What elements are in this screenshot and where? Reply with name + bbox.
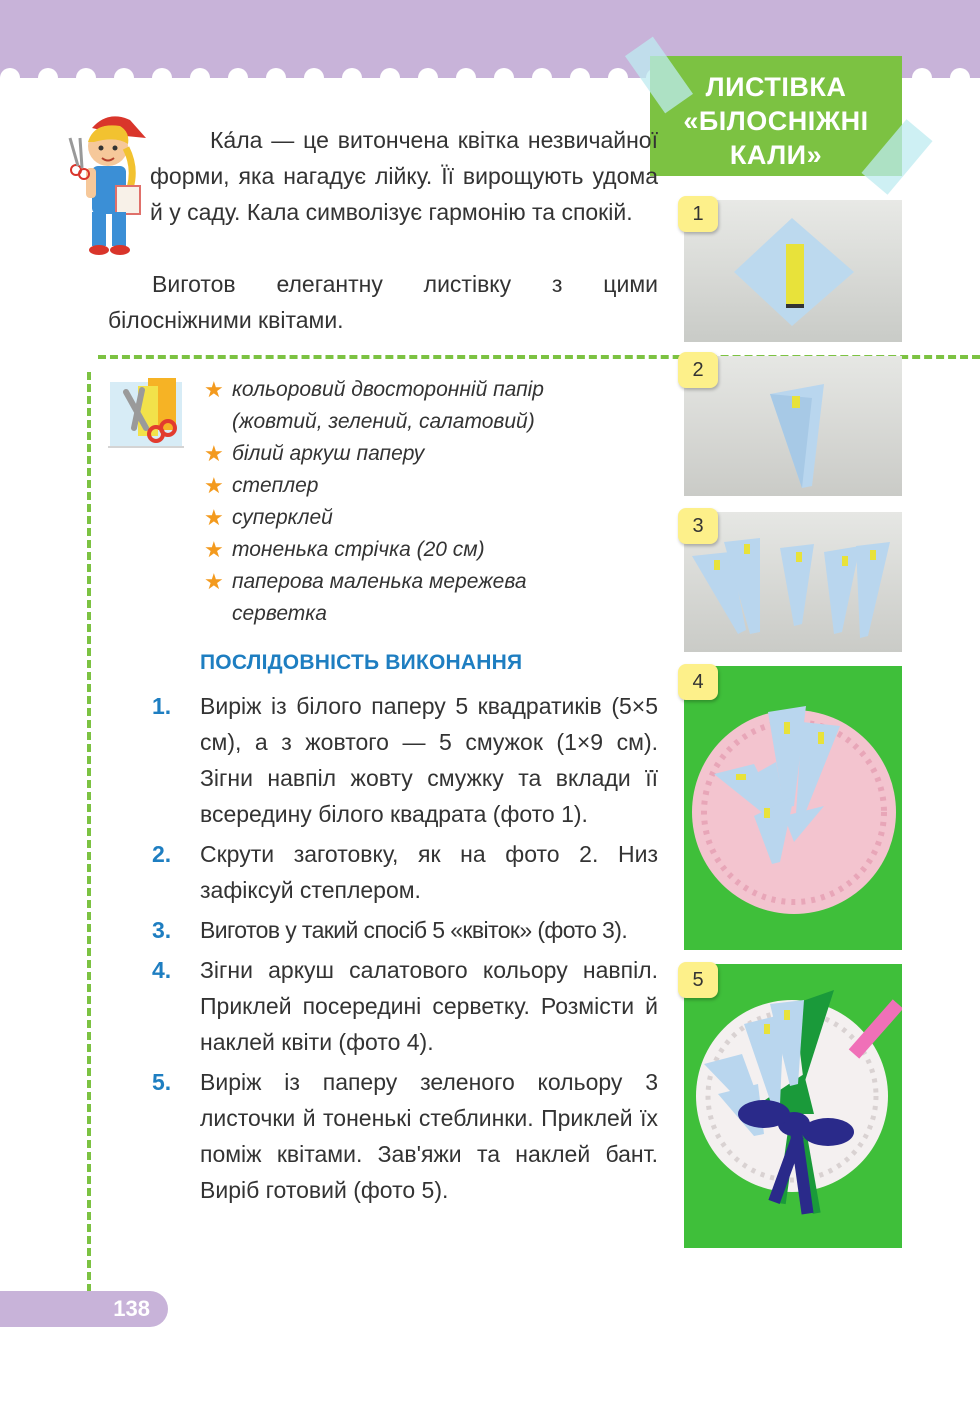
intro-paragraph-2: Виготов елегантну листівку з цими білосніжними квітами.: [108, 271, 658, 333]
materials-list: [204, 374, 624, 630]
step-item: 2. Скрути заготовку, як на фото 2. Низ зафіксуй степлером.: [152, 841, 658, 903]
title-line-3: КАЛИ»: [729, 140, 823, 170]
materials-icon: [108, 376, 184, 448]
step-item: 1. Виріж із білого паперу 5 квадратиків (5×5 см), а з жовтого — 5 смужок (1×9 см). Зігни навпіл жовту смужку та вклади її всередину білого квадрата (фото 1).: [152, 693, 658, 827]
star-icon: ★: [204, 473, 224, 498]
step-item: 4. Зігни аркуш салатового кольору навпіл. Приклей посередині серветку. Розмісти й наклей квіти (фото 4).: [152, 957, 658, 1055]
materials-item: ★ суперклей: [204, 502, 624, 534]
materials-item: ★ паперова маленька мережева серветка: [204, 566, 624, 630]
materials-item: ★ кольоровий двосторонній папір (жовтий, зелений, салатовий): [204, 374, 624, 438]
steps-list: [152, 688, 658, 1212]
photo-badge: 5: [678, 962, 718, 998]
star-icon: ★: [204, 441, 224, 466]
photo-badge: 2: [678, 352, 718, 388]
star-icon: ★: [204, 537, 224, 562]
girl-with-scissors-illustration: [64, 108, 154, 258]
photo-4: [684, 666, 902, 950]
photo-badge: 4: [678, 664, 718, 700]
lesson-title: [650, 56, 902, 176]
page-number: 138: [0, 1291, 168, 1327]
star-icon: ★: [204, 505, 224, 530]
step-item: 5. Виріж із паперу зеленого кольору 3 листочки й тоненькі стеблинки. Приклей їх поміж квітами. Зав'яжи та наклей бант. Виріб готовий (фото 5).: [152, 1069, 658, 1203]
materials-item: ★ тоненька стрічка (20 см): [204, 534, 624, 566]
intro-text: [150, 122, 658, 230]
sequence-title: ПОСЛІДОВНІСТЬ ВИКОНАННЯ: [200, 651, 523, 674]
photo-badge: 1: [678, 196, 718, 232]
intro-paragraph-1: Ка́ла — це витончена квітка незвичайної форми, яка нагадує лійку. Її вирощують удома й у саду. Кала символізує гармонію та спокій.: [150, 127, 658, 225]
materials-item: ★ білий аркуш паперу: [204, 438, 624, 470]
photo-badge: 3: [678, 508, 718, 544]
photo-5: [684, 964, 902, 1248]
star-icon: ★: [204, 569, 224, 594]
materials-item: ★ степлер: [204, 470, 624, 502]
dashed-divider-vertical: [87, 372, 91, 1292]
star-icon: ★: [204, 377, 224, 402]
step-item: 3. Виготов у такий спосіб 5 «квіток» (фото 3).: [152, 917, 628, 943]
title-line-1: ЛИСТІВКА: [705, 72, 847, 102]
title-line-2: «БІЛОСНІЖНІ: [683, 106, 869, 136]
